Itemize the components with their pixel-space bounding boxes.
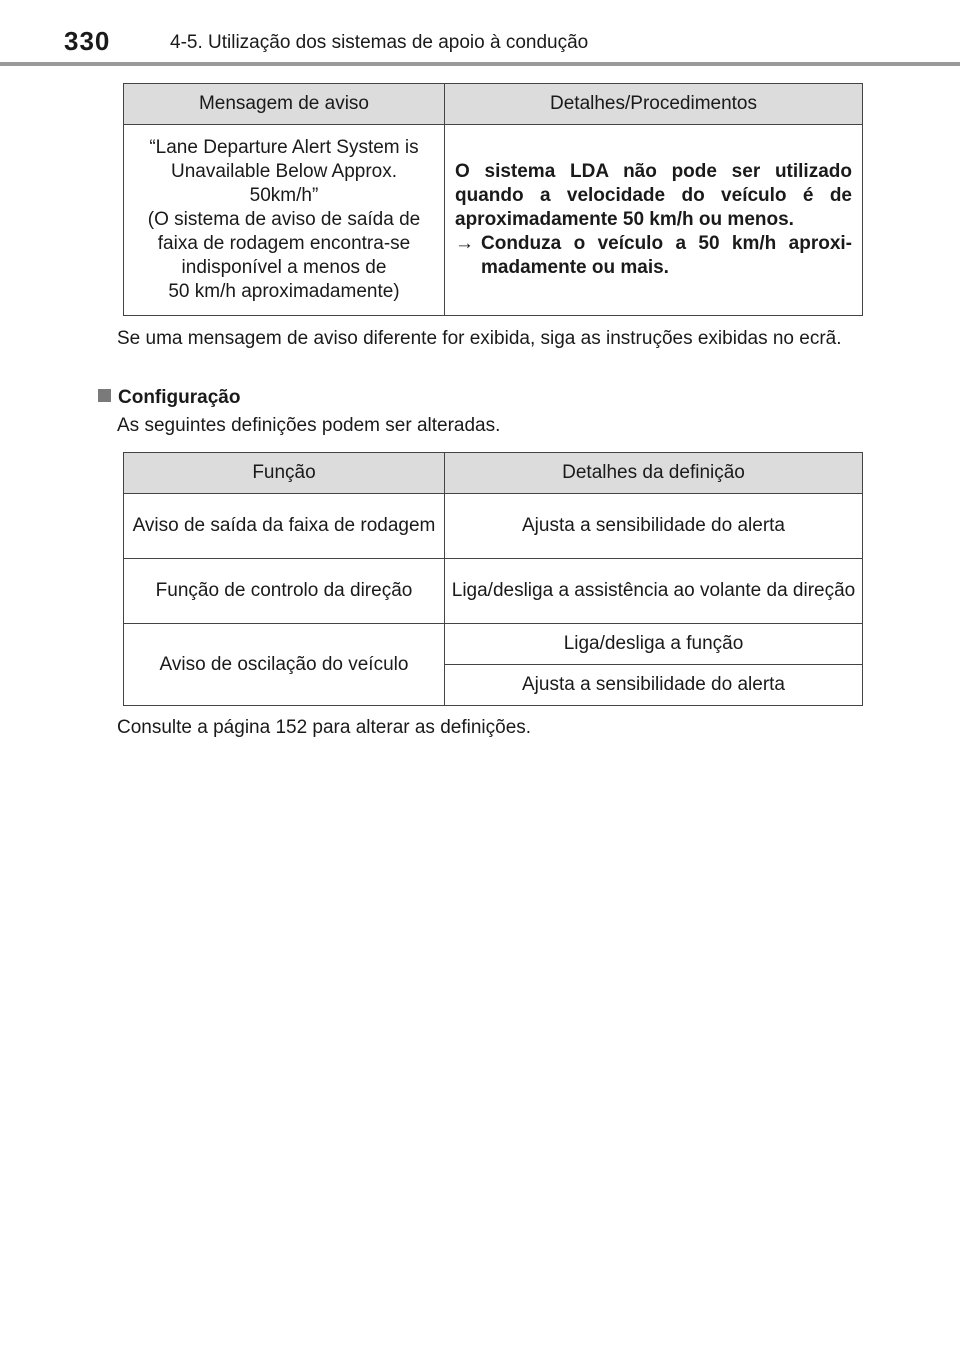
warning-message-cell	[124, 125, 445, 316]
procedure-step	[455, 232, 852, 280]
details-cell: Liga/desliga a função	[445, 624, 863, 665]
details-text: O sistema LDA não pode ser utilizado quando a velocidade do veículo é de aproximadamente 50 km/h ou menos.	[455, 161, 852, 230]
square-bullet-icon	[98, 389, 111, 402]
footer-paragraph: Consulte a página 152 para alterar as definições.	[117, 717, 532, 738]
note-paragraph: Se uma mensagem de aviso diferente for exibida, siga as instruções exibidas no ecrã.	[117, 328, 842, 349]
config-heading	[98, 386, 240, 410]
message-line: 50 km/h aproximadamente)	[168, 281, 400, 302]
warning-details-cell	[445, 125, 863, 316]
column-header-function: Função	[124, 453, 445, 494]
column-header-message: Mensagem de aviso	[124, 84, 445, 125]
message-line: faixa de rodagem encontra-se	[157, 233, 411, 254]
header-divider	[0, 62, 960, 66]
column-header-details: Detalhes da definição	[445, 453, 863, 494]
function-cell: Aviso de oscilação do veículo	[124, 624, 445, 706]
message-line: 50km/h”	[249, 185, 319, 206]
table-row	[124, 494, 863, 559]
message-line: indisponível a menos de	[181, 257, 387, 278]
details-cell: Liga/desliga a assistência ao volante da direção	[445, 559, 863, 624]
section-title: 4-5. Utilização dos sistemas de apoio à condução	[170, 32, 589, 53]
column-header-details: Detalhes/Procedimentos	[445, 84, 863, 125]
details-cell: Ajusta a sensibilidade do alerta	[445, 665, 863, 706]
table-header-row	[124, 84, 863, 125]
table-row	[124, 559, 863, 624]
config-intro: As seguintes definições podem ser alteradas.	[117, 415, 501, 436]
config-heading-text: Configuração	[118, 387, 241, 408]
message-line: “Lane Departure Alert System is	[149, 137, 419, 158]
arrow-right-icon: →	[455, 233, 474, 254]
table-row	[124, 624, 863, 665]
page-number: 330	[64, 26, 111, 56]
table-header-row	[124, 453, 863, 494]
message-line: Unavailable Below Approx.	[170, 161, 398, 182]
function-cell: Função de controlo da direção	[124, 559, 445, 624]
function-cell: Aviso de saída da faixa de rodagem	[124, 494, 445, 559]
procedure-text: Conduza o veículo a 50 km/h aproxi-madamente ou mais.	[481, 233, 852, 278]
table-row	[124, 125, 863, 316]
warning-message-table	[123, 83, 863, 316]
message-line: (O sistema de aviso de saída de	[147, 209, 421, 230]
settings-table	[123, 452, 863, 706]
details-cell: Ajusta a sensibilidade do alerta	[445, 494, 863, 559]
page-header	[0, 0, 960, 70]
